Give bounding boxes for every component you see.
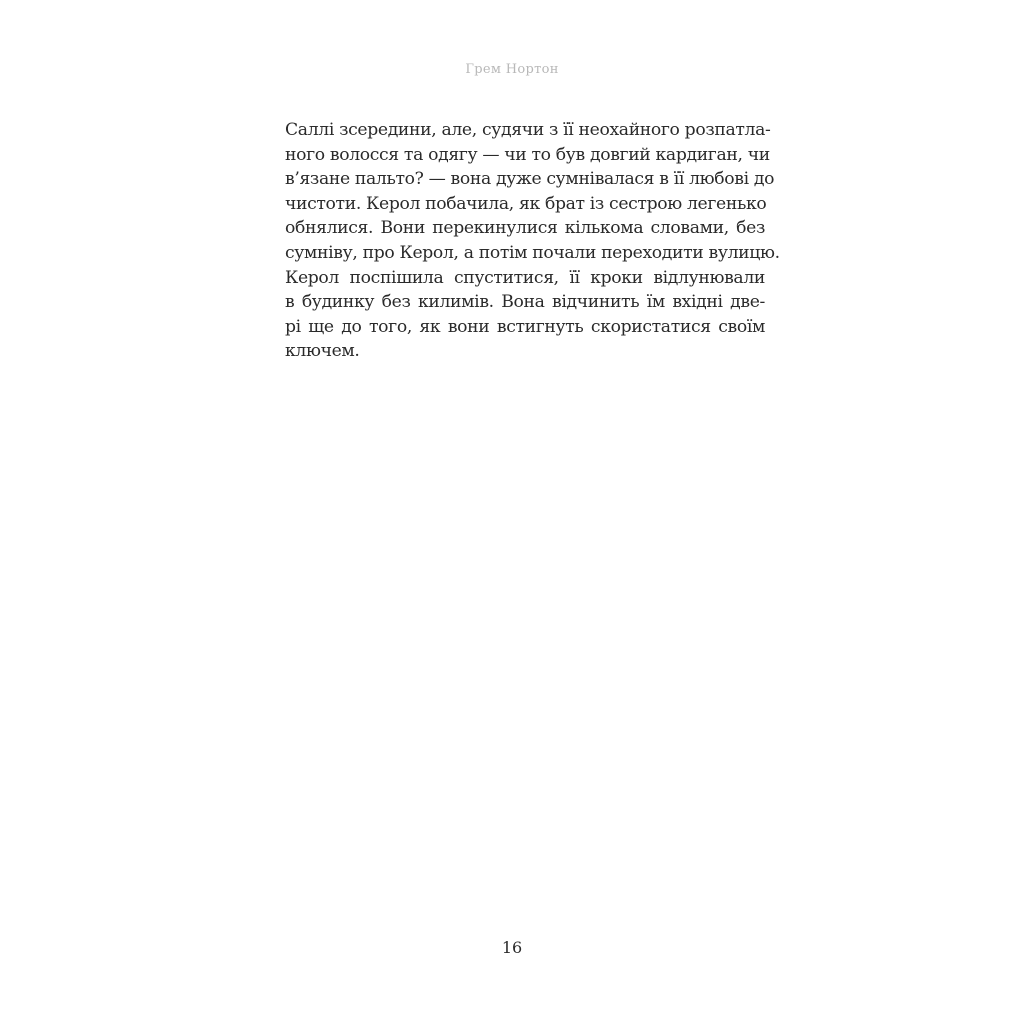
text-line: в’язане пальто? — вона дуже сумнівалася в її любові до [285, 169, 775, 190]
text-line: Керол поспішила спуститися, її кроки відлунювали [285, 267, 765, 288]
text-line: в будинку без килимів. Вона відчинить їм вхідні две- [285, 292, 765, 313]
page-number: 16 [501, 938, 523, 957]
text-line: рі ще до того, як вони встигнуть скористатися своїм [285, 316, 765, 337]
text-line: ного волосся та одягу — чи то був довгий кардиган, чи [285, 144, 770, 165]
text-line: Саллі зсередини, але, судячи з її неохайного розпатла- [285, 120, 771, 140]
text-line: сумніву, про Керол, а потім почали переходити вулицю. [285, 242, 780, 263]
text-line: ключем. [285, 341, 360, 362]
text-line: обнялися. Вони перекинулися кількома словами, без [285, 218, 765, 239]
text-line: чистоти. Керол побачила, як брат із сестрою легенько [285, 193, 767, 214]
body-paragraph [285, 118, 780, 364]
running-head-author: Грем Нортон [465, 62, 559, 77]
